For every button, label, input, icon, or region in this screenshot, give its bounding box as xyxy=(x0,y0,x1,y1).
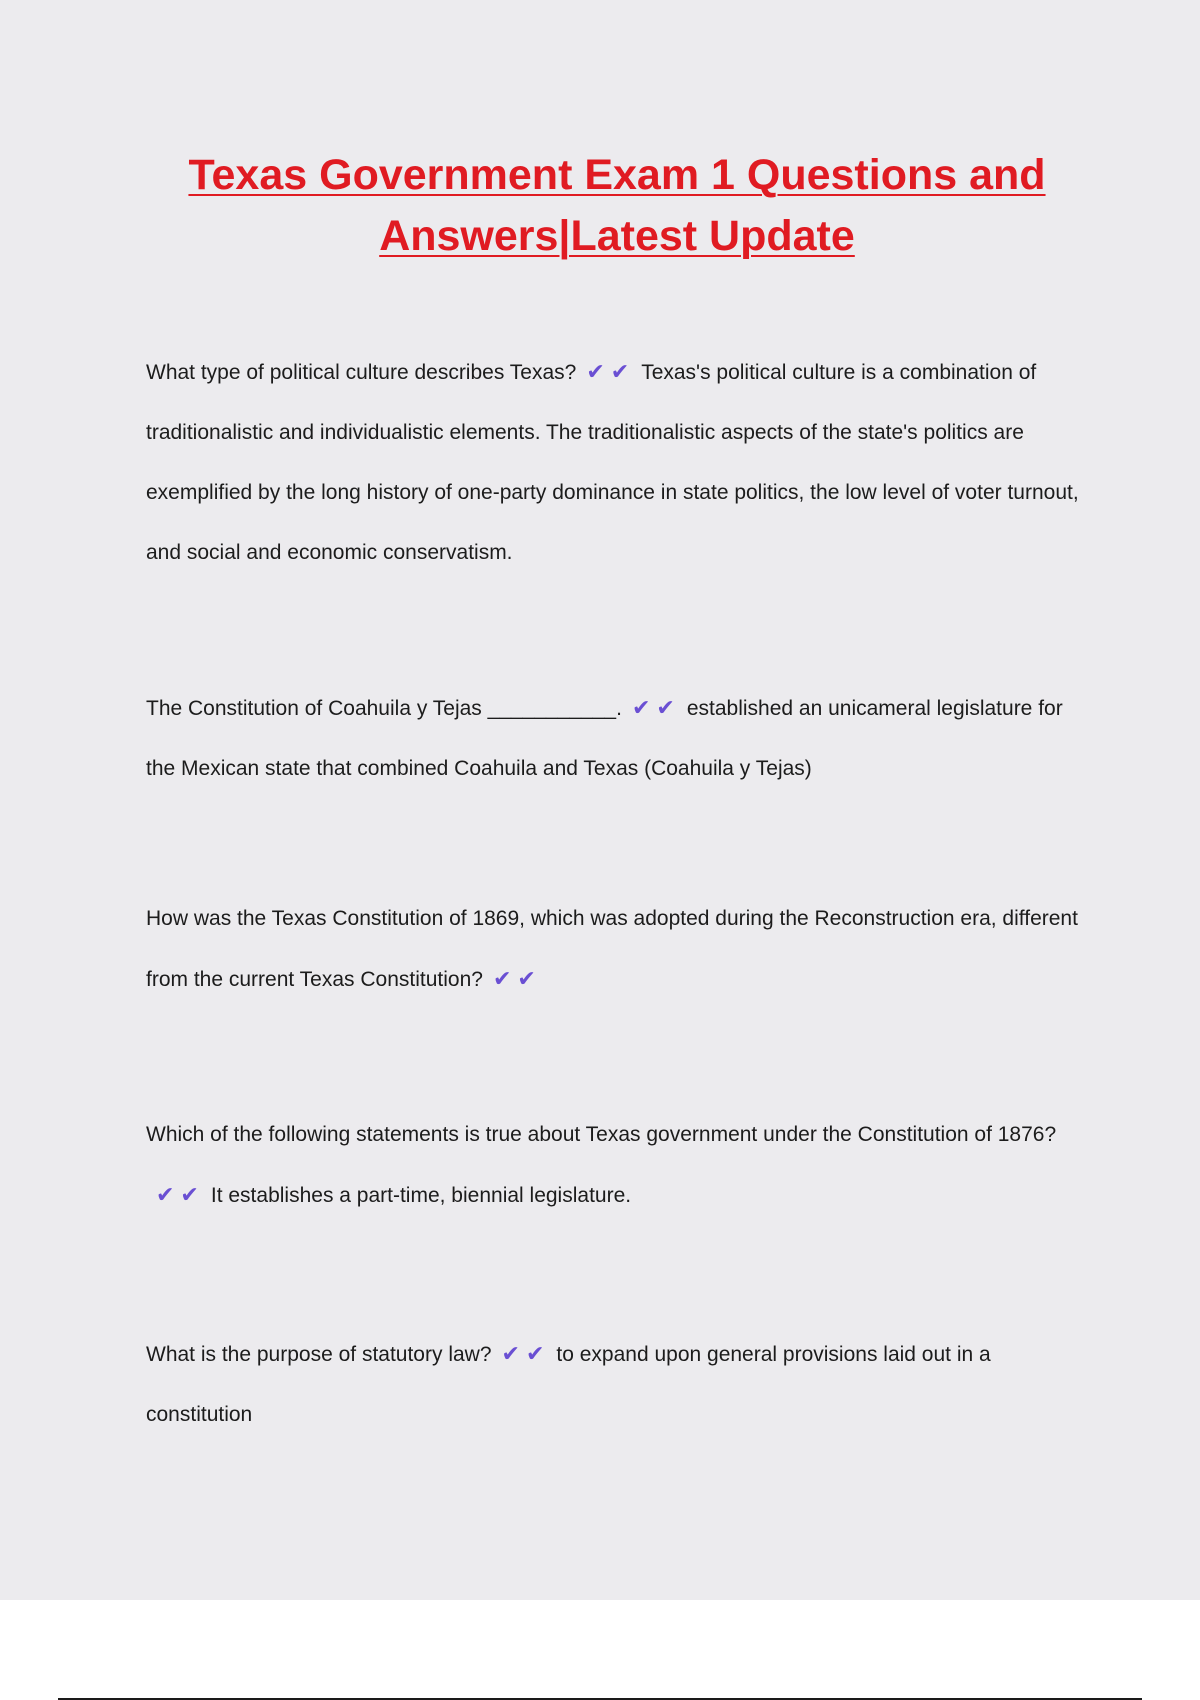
double-check-icon: ✔✔ xyxy=(156,1182,205,1207)
double-check-icon: ✔✔ xyxy=(631,695,681,720)
qa-item-3 xyxy=(146,889,1096,1010)
answer-text: established an unicameral legislature for the Mexican state that combined Coahuila and Texas (Coahuila y Tejas) xyxy=(146,697,1063,780)
question-text: How was the Texas Constitution of 1869, which was adopted during the Reconstruction era, different from the current Texas Constitution? xyxy=(146,907,1078,991)
document-title-line-1: Texas Government Exam 1 Questions and xyxy=(188,151,1046,199)
qa-item-4 xyxy=(146,1105,1096,1226)
document-title-line-2: Answers|Latest Update xyxy=(379,212,855,260)
qa-item-2 xyxy=(146,678,1096,799)
answer-text: It establishes a part-time, biennial legislature. xyxy=(210,1184,632,1207)
question-text: What is the purpose of statutory law? xyxy=(146,1343,492,1366)
document-title xyxy=(0,145,1200,267)
double-check-icon: ✔✔ xyxy=(501,1341,551,1366)
qa-item-1 xyxy=(146,342,1096,583)
answer-text: to expand upon general provisions laid out in a constitution xyxy=(146,1343,991,1426)
question-text: Which of the following statements is true about Texas government under the Constitution of 1876? xyxy=(146,1123,1057,1146)
double-check-icon: ✔✔ xyxy=(492,966,542,991)
question-text: The Constitution of Coahuila y Tejas ___________. xyxy=(146,697,622,720)
double-check-icon: ✔✔ xyxy=(586,359,636,384)
answer-text: Texas's political culture is a combination of traditionalistic and individualistic elements. The traditionalistic aspects of the state's politics are exemplified by the long history of one-party dominance in state politics, the low level of voter turnout, and social and economic conservatism. xyxy=(146,361,1079,564)
question-text: What type of political culture describes Texas? xyxy=(146,361,577,384)
qa-item-5 xyxy=(146,1324,1096,1445)
